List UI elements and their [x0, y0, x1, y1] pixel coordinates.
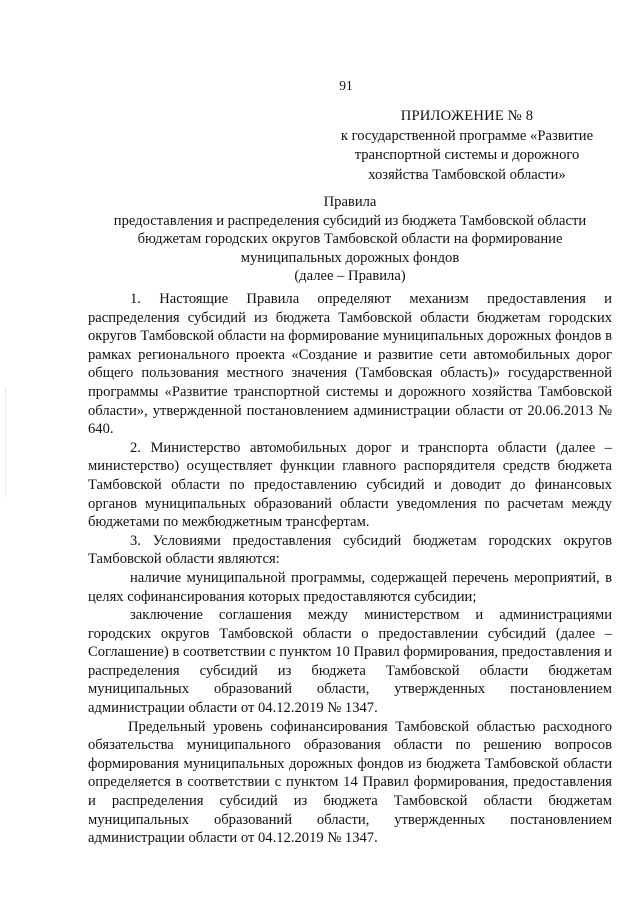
paragraph-condition-program: наличие муниципальной программы, содержащей перечень мероприятий, в целях софинансирования которых предоставляются субсидии;	[88, 569, 612, 605]
appendix-subtitle-line: хозяйства Тамбовской области»	[368, 166, 566, 183]
paragraph-1: 1. Настоящие Правила определяют механизм предоставления и распределения субсидий из бюджета Тамбовской области бюджетам городских округов Тамбовской области на формирование муниципальных дорожных фондов в рамках регионального проекта «Создание и развитие сети автомобильных дорог общего пользования местного значения (Тамбовская область)» государственной программы «Развитие транспортной системы и дорожного хозяйства Тамбовской области», утвержденной постановлением администрации области от 20.06.2013 № 640.	[88, 291, 612, 438]
paragraph-condition-agreement: заключение соглашения между министерством и администрациями городских округов Тамбовской области о предоставлении субсидий (далее – Соглашение) в соответствии с пунктом 10 Правил формирования, предоставления и распределения субсидий из бюджета Тамбовской области бюджетам муниципальных образований области, утвержденных постановлением администрации области от 04.12.2019 № 1347.	[88, 607, 612, 717]
appendix-header	[322, 107, 612, 185]
document-title	[88, 193, 612, 286]
title-line: Правила	[323, 194, 377, 210]
title-line: бюджетам городских округов Тамбовской области на формирование	[137, 231, 563, 247]
appendix-heading: ПРИЛОЖЕНИЕ № 8	[400, 108, 534, 124]
paragraph-cofinancing-level: Предельный уровень софинансирования Тамбовской областью расходного обязательства муниципального образования области по решению вопросов формирования муниципальных дорожных фондов из бюджета Тамбовской области определяется в соответствии с пунктом 14 Правил формирования, предоставления и распределения субсидий из бюджета Тамбовской области бюджетам муниципальных образований области, утвержденных постановлением администрации области от 04.12.2019 № 1347.	[88, 718, 612, 847]
paragraph-3: 3. Условиями предоставления субсидий бюджетам городских округов Тамбовской области являются:	[88, 532, 612, 568]
paragraph-2: 2. Министерство автомобильных дорог и транспорта области (далее – министерство) осуществляет функции главного распорядителя средств бюджета Тамбовской области по предоставлению субсидий и доводит до финансовых органов муниципальных образований области уведомления по расчетам между бюджетами по межбюджетным трансфертам.	[88, 439, 612, 531]
appendix-subtitle-line: транспортной системы и дорожного	[354, 147, 580, 163]
title-line: предоставления и распределения субсидий из бюджета Тамбовской области	[113, 212, 587, 229]
document-body	[88, 290, 612, 848]
page-number: 91	[339, 78, 353, 93]
appendix-subtitle-line: к государственной программе «Развитие	[340, 127, 594, 144]
title-line: муниципальных дорожных фондов	[240, 249, 460, 266]
title-line: (далее – Правила)	[294, 268, 406, 284]
scan-edge-mark	[5, 388, 8, 498]
